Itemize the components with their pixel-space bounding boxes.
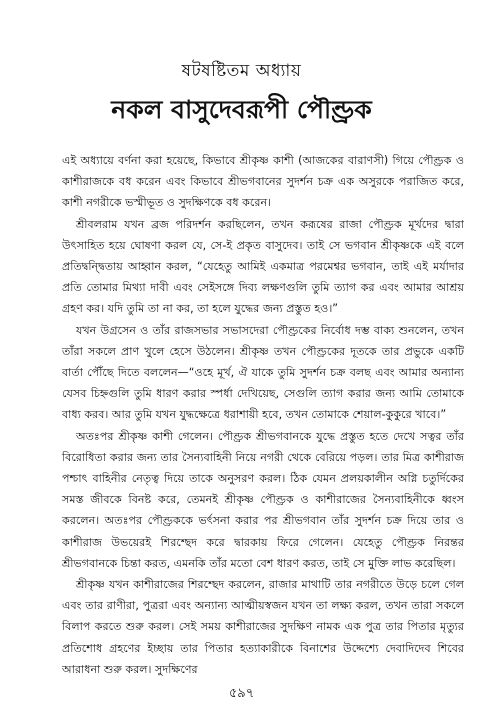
paragraph-paundraka-challenge: শ্রীবলরাম যখন ব্রজ পরিদর্শন করছিলেন, তখন করূষের রাজা পৌণ্ড্রক মূর্খদের দ্বারা উৎসাহিত হয়ে ঘোষণা করল যে, সে-ই প্রকৃত বাসুদেব। তাই সে ভগবান শ্রীকৃষ্ণকে এই বলে প্রতিদ্বন্দ্বিতায় আহ্বান করল, “যেহেতু আমিই একমাত্র পরমেশ্বর ভগবান, তাই এই মর্যাদার প্রতি তোমার মিথ্যা দাবী এবং সেইসঙ্গে দিব্য লক্ষণগুলি তুমি ত্যাগ কর এবং আমার আশ্রয় গ্রহণ কর। যদি তুমি তা না কর, তা হলে যুদ্ধের জন্য প্রস্তুত হও।” bbox=[62, 217, 464, 316]
paragraph-summary: এই অধ্যায়ে বর্ণনা করা হয়েছে, কিভাবে শ্রীকৃষ্ণ কাশী (আজকের বারাণসী) গিয়ে পৌণ্ড্রক ও কাশীরাজকে বধ করেন এবং কিভাবে শ্রীভগবানের সুদর্শন চক্র এক অসুরকে পরাজিত করে, কাশী নগরীকে ভস্মীভূত ও সুদক্ষিণকে বধ করেন। bbox=[62, 154, 464, 210]
chapter-number-heading: ষটষষ্টিতম অধ্যায় bbox=[181, 61, 302, 81]
paragraph-sudakshina: শ্রীকৃষ্ণ যখন কাশীরাজের শিরশ্ছেদ করলেন, রাজার মাথাটি তার নগরীতে উড়ে চলে গেল এবং তার রাণীরা, পুত্ররা এবং অন্যান্য আত্মীয়স্বজন যখন তা লক্ষ্য করল, তখন তারা সকলে বিলাপ করতে শুরু করল। সেই সময় কাশীরাজের সুদক্ষিণ নামক এক পুত্র তার পিতার মৃত্যুর প্রতিশোধ গ্রহণের ইচ্ছায় তার পিতার হত্যাকারীকে বিনাশের উদ্দেশ্যে দেবাদিদেব শিবের আরাধনা শুরু করল। সুদক্ষিণের bbox=[62, 578, 464, 676]
page-number: ৫৯৭ bbox=[228, 686, 255, 701]
chapter-title: নকল বাসুদেবরূপী পৌণ্ড্রক bbox=[111, 95, 372, 124]
paragraph-krishna-reply: যখন উগ্রসেন ও তাঁর রাজসভার সভাসদেরা পৌণ্ড্রকের নির্বোধ দম্ভ বাক্য শুনলেন, তখন তাঁরা সকলে প্রাণ খুলে হেসে উঠলেন। শ্রীকৃষ্ণ তখন পৌণ্ড্রকের দূতকে তার প্রভুকে একটি বার্তা পৌঁছে দিতে বললেন—“ওহে মূর্খ, ঐ যাকে তুমি সুদর্শন চক্র বলছ এবং আমার অন্যান্য যেসব চিহ্নগুলি তুমি ধারণ করার স্পর্ধা দেখিয়েছ, সেগুলি ত্যাগ করার জন্য আমি তোমাকে বাধ্য করব। আর তুমি যখন যুদ্ধক্ষেত্রে ধরাশায়ী হবে, তখন তোমাকে শেয়াল-কুকুরে খাবে।” bbox=[62, 323, 464, 422]
paragraph-battle: অতঃপর শ্রীকৃষ্ণ কাশী গেলেন। পৌণ্ড্রক শ্রীভগবানকে যুদ্ধে প্রস্তুত হতে দেখে সত্বর তাঁর বিরোধিতা করার জন্য তার সৈন্যবাহিনী নিয়ে নগরী থেকে বেরিয়ে পড়ল। তার মিত্র কাশীরাজ পশ্চাৎ বাহিনীর নেতৃত্ব দিয়ে তাকে অনুসরণ করল। ঠিক যেমন প্রলয়কালীন অগ্নি চতুর্দিকের সমস্ত জীবকে বিনষ্ট করে, তেমনই শ্রীকৃষ্ণ পৌণ্ড্রক ও কাশীরাজের সৈন্যবাহিনীকে ধ্বংস করলেন। অতঃপর পৌণ্ড্রককে ভর্ৎসনা করার পর শ্রীভগবান তাঁর সুদর্শন চক্র দিয়ে তার ও কাশীরাজ উভয়েরই শিরশ্ছেদ করে দ্বারকায় ফিরে গেলেন। যেহেতু পৌণ্ড্রক নিরন্তর শ্রীভগবানকে চিন্তা করত, এমনকি তাঁর মতো বেশ ধারণ করত, তাই সে মুক্তি লাভ করেছিল। bbox=[62, 429, 464, 570]
chapter-body bbox=[62, 150, 464, 680]
